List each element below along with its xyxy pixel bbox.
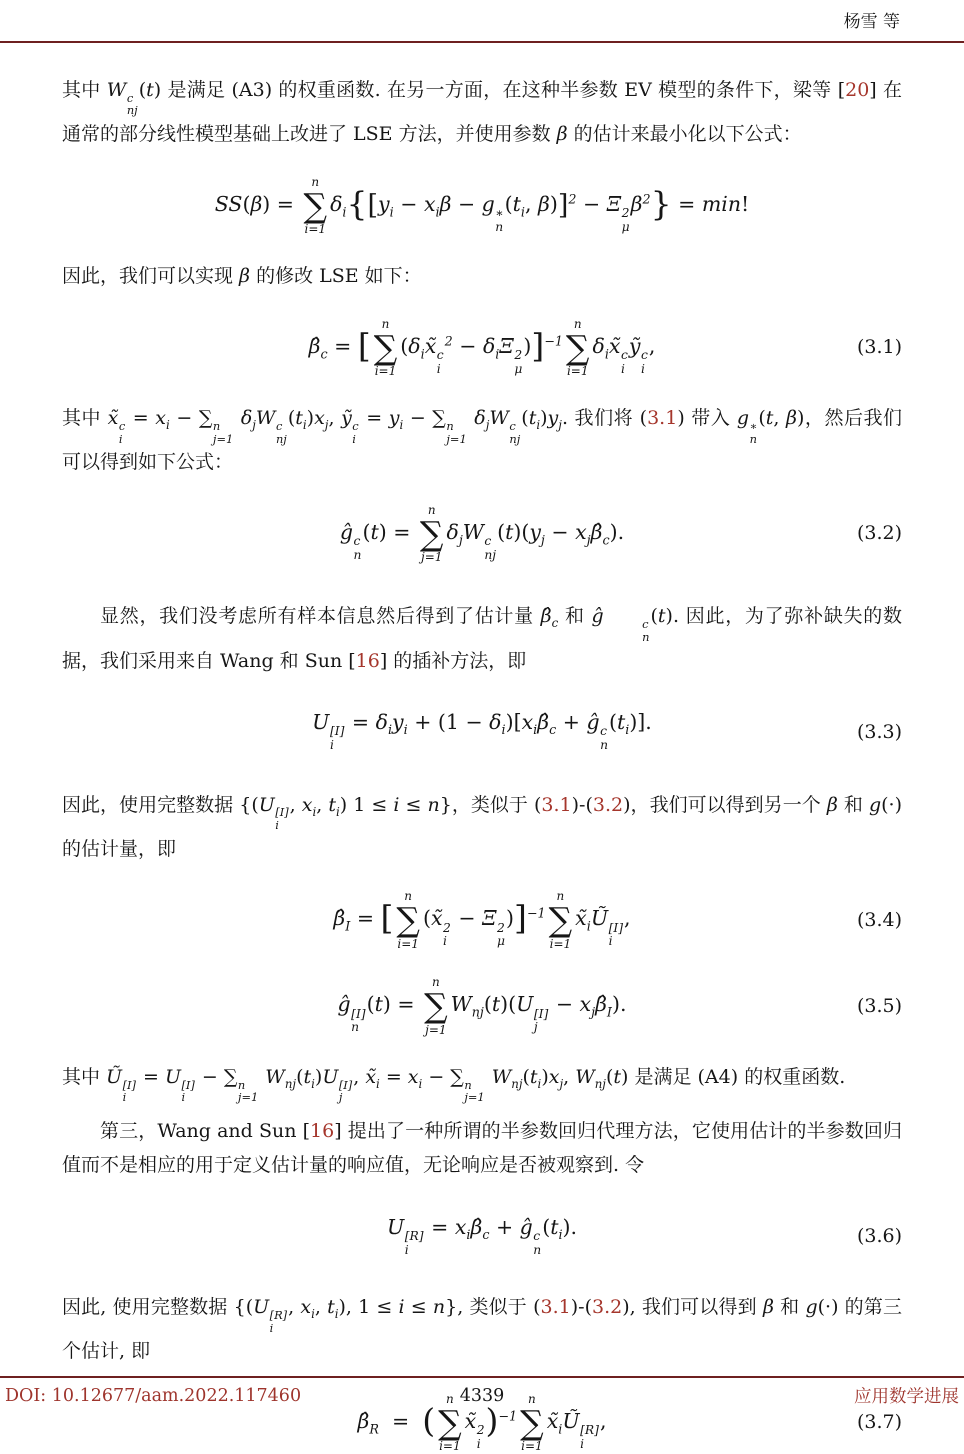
equation-content: $\betâ_I$ = [ n ∑ i=1 (x̃ 2 i − Ξ 2 μ )]$^{-1}$ n ∑ i=1 $x̃_iŨ$ [I] i , xyxy=(333,889,631,951)
equation-3-6 xyxy=(62,1204,902,1268)
paragraph-where-U: 其中 Ũ [I] i = U [I] i − ∑ n j=1 $W_{nj}(t_i)U$ [I] j , $x̃_i = x_i$ − ∑ n j=1 $W_{nj}(t_i)x_j$, $W_{nj}(t)$ 是满足 (A4) 的权重函数. xyxy=(62,1065,846,1105)
page-header xyxy=(0,0,964,43)
doi-link[interactable]: DOI: 10.12677/aam.2022.117460 xyxy=(5,1385,302,1406)
equation-ss xyxy=(62,173,902,237)
equation-content: $\betâ_R$ = ( n ∑ i=1 x̃ 2 i )$^{-1}$ n ∑ i=1 $x̃_iŨ$ [R] i , xyxy=(357,1391,607,1453)
equation-number: (3.5) xyxy=(856,994,902,1017)
paragraph-intro: 其中 W c nj (t) 是满足 (A3) 的权重函数. 在另一方面，在这种半参数 EV 模型的条件下，梁等 [20] 在通常的部分线性模型基础上改进了 LSE 方法，并使用参数 β 的估计来最小化以下公式： xyxy=(62,79,902,146)
equation-number: (3.7) xyxy=(856,1411,902,1434)
eqref-link-3-1[interactable]: 3.1 xyxy=(541,793,572,816)
equation-number: (3.4) xyxy=(856,908,902,931)
equation-content: $\betâ_c$ = [ n ∑ i=1 ($\delta_ix̃$ c i $^2 - \delta_i\Xi$ 2 μ )]$^{-1}$ n ∑ i=1 $\delta_ix̃$ c i ỹ c i , xyxy=(308,316,656,378)
paragraph-complete-data-I: 因此，使用完整数据 {(U [I] i , $x_i$, $t_i$) 1 ≤ i ≤ n}，类似于 (3.1)-(3.2)，我们可以得到另一个 β 和 g(·) 的估计量，即 xyxy=(62,793,902,860)
equation-number: (3.2) xyxy=(856,522,902,545)
equation-number: (3.3) xyxy=(856,720,902,743)
eqref-link-3-1[interactable]: 3.1 xyxy=(540,1296,571,1319)
equation-number: (3.1) xyxy=(856,336,902,359)
equation-3-2 xyxy=(62,501,902,565)
running-author: 杨雪 等 xyxy=(843,12,900,32)
equation-content: SS(β) = n ∑ i=1 $\delta_i\{[y_i - x_i\beta - g$ ∗ n ($t_i$, β)]$^2$ − Ξ 2 μ $\beta^2\} = \min$! xyxy=(214,174,750,236)
eqref-link-3-1[interactable]: 3.1 xyxy=(647,407,678,430)
paragraph-complete-data-R: 因此, 使用完整数据 {(U [R] i , $x_i$, $t_i$), 1 ≤ i ≤ n}, 类似于 (3.1)-(3.2), 我们可以得到 β 和 g(·) 的第三个估计, 即 xyxy=(62,1296,902,1363)
equation-content: U [R] i = $x_i\betâ_c$ + ĝ c n $(t_i)$. xyxy=(386,1214,578,1257)
paragraph-obviously: 显然，我们没考虑所有样本信息然后得到了估计量 $\betâ_c$ 和 ĝ c n (t). 因此，为了弥补缺失的数据，我们采用来自 Wang 和 Sun [16] 的插补方法，即 xyxy=(62,605,902,672)
equation-number: (3.6) xyxy=(856,1225,902,1248)
eqref-link-3-2[interactable]: 3.2 xyxy=(592,793,624,816)
journal-name-link[interactable]: 应用数学进展 xyxy=(854,1387,959,1407)
equation-content: U [I] i = $\delta_iy_i + (1$ − $\delta_i)[x_i\betâ_c$ + ĝ c n $(t_i)$]. xyxy=(312,710,652,753)
citation-link-16[interactable]: 16 xyxy=(310,1120,335,1143)
page-footer xyxy=(0,1376,964,1414)
page-number: 4339 xyxy=(459,1385,505,1406)
eqref-link-3-2[interactable]: 3.2 xyxy=(591,1296,623,1319)
paragraph-lse: 因此，我们可以实现 β 的修改 LSE 如下： xyxy=(62,265,422,288)
paragraph-third-method: 第三，Wang and Sun [16] 提出了一种所谓的半参数回归代理方法，它使用估计的半参数回归值而不是相应的用于定义估计量的响应值，无论响应是否被观察到. 令 xyxy=(62,1120,902,1177)
equation-3-3 xyxy=(62,700,902,764)
equation-3-5 xyxy=(62,974,902,1038)
citation-link-20[interactable]: 20 xyxy=(845,79,870,101)
equation-content: ĝ c n (t) = n ∑ j=1 $\delta_jW$ c nj $(t)(y_j$ − $x_j\betâ_c$). xyxy=(339,502,625,565)
equation-3-1 xyxy=(62,315,902,379)
paragraph-where-xc: 其中 x̃ c i = $x_i$ − ∑ n j=1 $\delta_jW$ c nj $(t_i)x_j$, ỹ c i = $y_i$ − ∑ n j=1 $\delta_jW$ c nj $(t_i)y_j$. 我们将 (3.1) 带入 g ∗ n (t, β)，然后我们可以得到如下公式： xyxy=(62,407,903,474)
citation-link-16[interactable]: 16 xyxy=(355,649,380,672)
equation-content: ĝ [I] n (t) = n ∑ j=1 $W_{nj}(t)(U$ [I] j − $x_j\betâ_I$). xyxy=(337,975,627,1037)
equation-3-4 xyxy=(62,888,902,952)
